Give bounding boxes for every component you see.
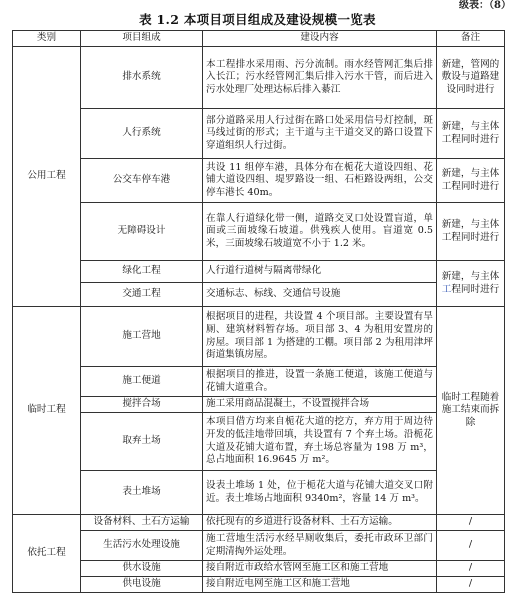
note-text: 程同时进行 <box>451 283 500 295</box>
note-cell <box>437 261 505 307</box>
category-cell: 公用工程 <box>13 47 81 307</box>
table-row <box>13 47 505 109</box>
item-cell: 生活污水处理设施 <box>81 531 203 561</box>
content-cell: 部分道路采用人行过街在路口处采用信号灯控制，斑马线过街的形式；主干道与主干道交叉的路口设置下穿道组织人行过街。 <box>203 109 437 159</box>
table-row <box>13 413 505 471</box>
item-cell: 无障碍设计 <box>81 203 203 261</box>
content-cell: 在靠人行道绿化带一侧，道路交叉口处设置盲道，单面或三面坡缘石坡道。供残疾人使用。盲道宽 0.5 米，三面坡缘石坡道宽不小于 1.2 米。 <box>203 203 437 261</box>
content-cell: 依托现有的乡道进行设备材料、土石方运输。 <box>203 515 437 531</box>
table-row <box>13 515 505 531</box>
item-cell: 绿化工程 <box>81 261 203 283</box>
item-cell: 公交车停车港 <box>81 159 203 203</box>
content-cell: 根据项目的进程，共设置 4 个项目部。主要设置有旱厕、建筑材料暂存场。项目部 3、4 为租用安置房的房屋。项目部 1 为搭建的工棚。项目部 2 为租用津坪街道集镇房屋。 <box>203 307 437 367</box>
note-cell: 新建，与主体工程同时进行 <box>437 109 505 159</box>
item-cell: 供水设施 <box>81 561 203 577</box>
table-row <box>13 397 505 413</box>
table-row <box>13 283 505 307</box>
item-cell: 搅拌合场 <box>81 397 203 413</box>
category-cell: 依托工程 <box>13 515 81 593</box>
note-highlight-text: 工 <box>441 283 452 295</box>
header-category: 类别 <box>13 31 81 47</box>
item-cell: 取弃土场 <box>81 413 203 471</box>
item-cell: 表土堆场 <box>81 471 203 515</box>
note-cell: / <box>437 531 505 561</box>
item-cell: 交通工程 <box>81 283 203 307</box>
item-cell: 施工便道 <box>81 367 203 397</box>
item-cell: 设备材料、土石方运输 <box>81 515 203 531</box>
project-composition-table <box>12 30 505 593</box>
item-cell: 施工营地 <box>81 307 203 367</box>
header-note: 备注 <box>437 31 505 47</box>
content-cell: 人行道行道树与隔离带绿化 <box>203 261 437 283</box>
content-cell: 接自附近市政给水管网至施工区和施工营地 <box>203 561 437 577</box>
content-cell: 施工采用商品混凝土，不设置搅拌合场 <box>203 397 437 413</box>
note-cell: 新建，与主体工程同时进行 <box>437 203 505 261</box>
header-item: 项目组成 <box>81 31 203 47</box>
table-row <box>13 561 505 577</box>
table-row <box>13 159 505 203</box>
table-row <box>13 203 505 261</box>
note-cell: 新建，管网的敷设与道路建设同时进行 <box>437 47 505 109</box>
table-row <box>13 367 505 397</box>
table-row <box>13 261 505 283</box>
content-cell: 本项目借方均来自栀花大道的挖方，弃方用于周边待开发的低洼地带回填，共设置有 7 个弃土场。沿栀花大道及花铺大道布置，弃土场总容量为 198 万 m³，总占地面积 16.9645 万 m²。 <box>203 413 437 471</box>
note-cell: / <box>437 577 505 593</box>
table-row <box>13 531 505 561</box>
category-cell: 临时工程 <box>13 307 81 515</box>
item-cell: 排水系统 <box>81 47 203 109</box>
content-cell: 根据项目的推进，设置一条施工便道，该施工便道与花铺大道重合。 <box>203 367 437 397</box>
content-cell: 共设 11 组停车港，具体分布在栀花大道设四组、花铺大道设四组、堤罗路设一组、石柜路设两组，公交停车港长 40m。 <box>203 159 437 203</box>
table-header-row <box>13 31 505 47</box>
item-cell: 人行系统 <box>81 109 203 159</box>
note-cell: 新建，与主体工程同时进行 <box>437 159 505 203</box>
note-cell: 临时工程随着施工结束而拆除 <box>437 307 505 515</box>
item-cell: 供电设施 <box>81 577 203 593</box>
table-row <box>13 577 505 593</box>
table-row <box>13 471 505 515</box>
page-corner-label: 级表：（8） <box>459 0 511 11</box>
note-cell: / <box>437 561 505 577</box>
note-text: 新建，与主体 <box>441 270 500 282</box>
content-cell: 交通标志、标线、交通信号设施 <box>203 283 437 307</box>
table-row <box>13 109 505 159</box>
content-cell: 施工营地生活污水经旱厕收集后，委托市政环卫部门定期清掏外运处理。 <box>203 531 437 561</box>
content-cell: 接自附近电网至施工区和施工营地 <box>203 577 437 593</box>
content-cell: 本工程排水采用雨、污分流制。雨水经管网汇集后排入长江；污水经管网汇集后排入污水干管，而后进入污水处理厂处理达标后排入綦江 <box>203 47 437 109</box>
table-title: 表 1.2 本项目项目组成及建设规模一览表 <box>139 12 376 27</box>
note-cell: / <box>437 515 505 531</box>
header-content: 建设内容 <box>203 31 437 47</box>
table-row <box>13 307 505 367</box>
content-cell: 设表土堆场 1 处，位于栀花大道与花铺大道交叉口附近。表土堆场占地面积 9340m²，容量 14 万 m³。 <box>203 471 437 515</box>
